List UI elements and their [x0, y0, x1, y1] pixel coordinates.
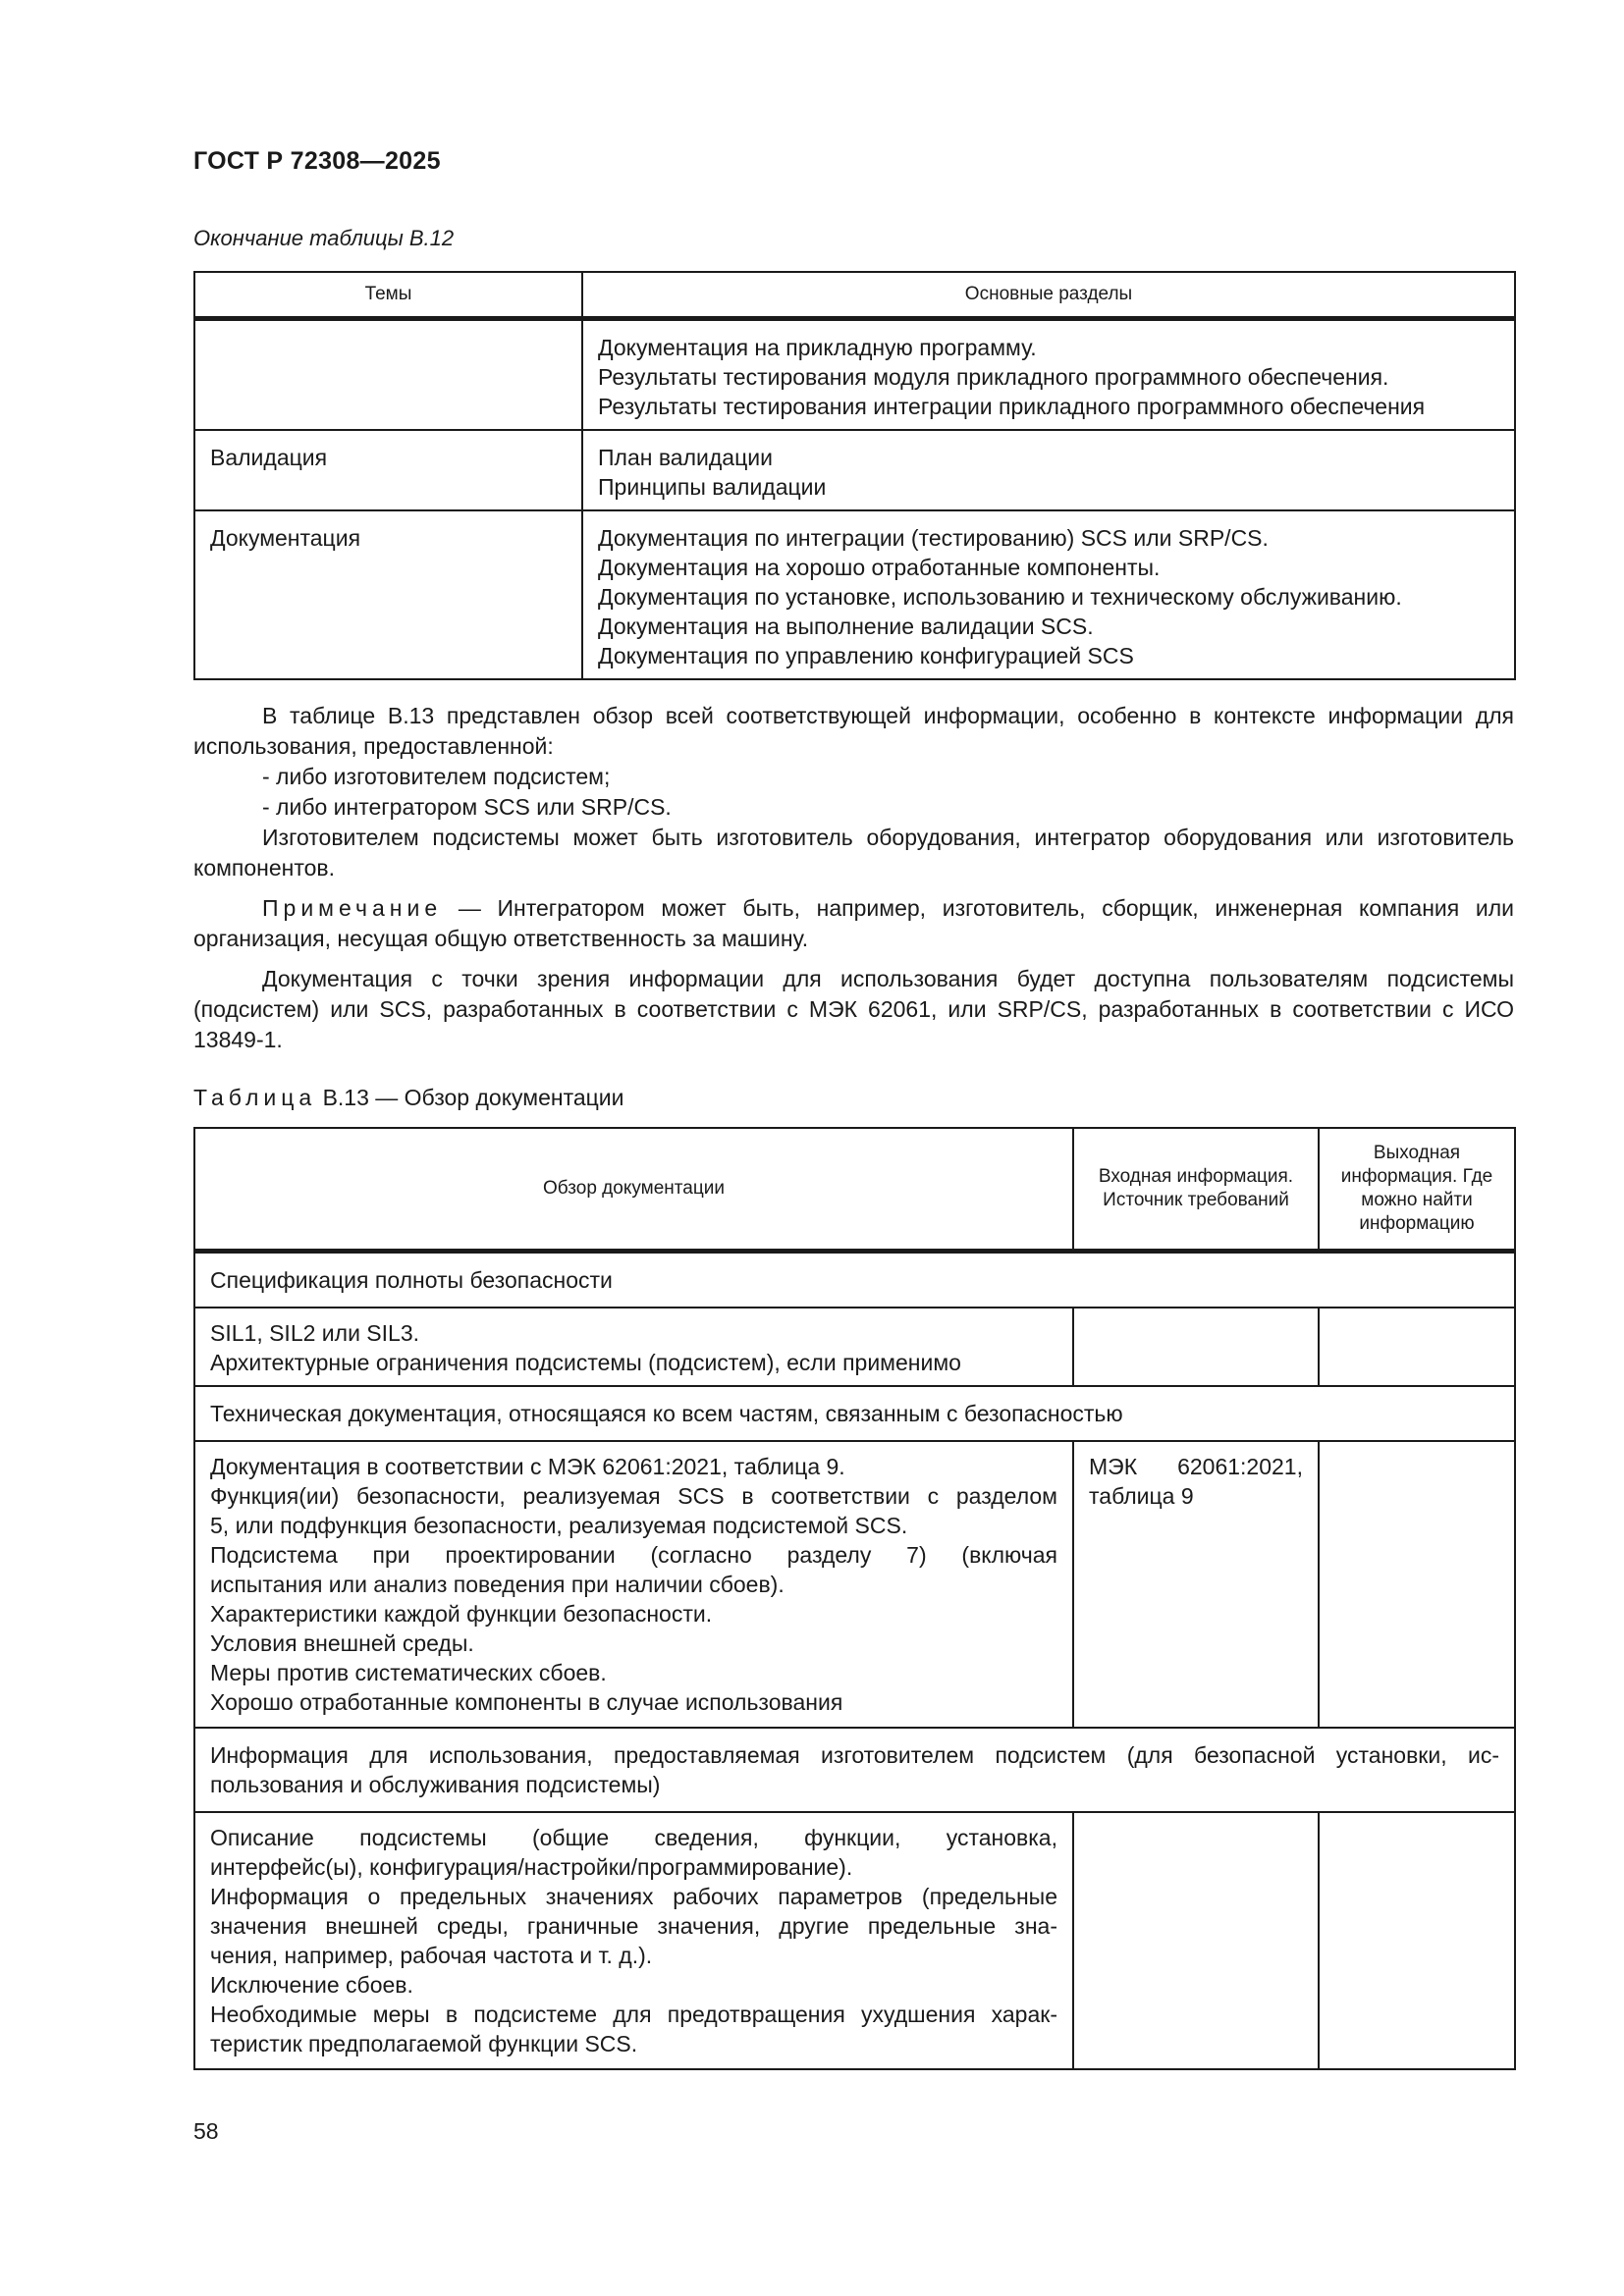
cell-line: интерфейс(ы), конфигурация/настройки/программирование). [210, 1854, 853, 1880]
table-b12 [193, 271, 1516, 680]
table-caption-label: Таблица [193, 1085, 317, 1110]
note-label: Примечание [262, 895, 443, 921]
overview-cell [194, 1308, 1073, 1386]
cell-line: теристик предполагаемой функции SCS. [210, 2031, 638, 2056]
cell-line: Документация по установке, использованию и техническому обслуживанию. [598, 584, 1402, 610]
topic-cell: Валидация [194, 430, 582, 510]
table-row [194, 319, 1515, 431]
note-paragraph [193, 893, 1514, 954]
table-b13 [193, 1127, 1516, 2070]
output-cell [1319, 1812, 1515, 2069]
cell-line: Информация для использования, предоставляемая изготовителем подсистем (для безопасной установки, ис- [210, 1742, 1499, 1768]
paragraph: В таблице В.13 представлен обзор всей соответствующей информации, особенно в контексте информации для использования, предоставленной: [193, 703, 1514, 759]
cell-line: Принципы валидации [598, 474, 827, 500]
document-header: ГОСТ Р 72308—2025 [193, 147, 441, 175]
cell-line: чения, например, рабочая частота и т. д.). [210, 1943, 653, 1968]
cell-line: План валидации [598, 445, 773, 470]
topic-cell [194, 319, 582, 431]
cell-line: Необходимые меры в подсистеме для предотвращения ухудшения харак- [210, 2002, 1057, 2027]
column-header-topics: Темы [194, 272, 582, 319]
table-caption [193, 1085, 624, 1111]
cell-line: Результаты тестирования интеграции прикладного программного обеспечения [598, 394, 1426, 419]
paragraph: Изготовителем подсистемы может быть изготовитель оборудования, интегратор оборудования или изготовитель компонентов. [193, 825, 1514, 881]
cell-line: Функция(ии) безопасности, реализуемая SCS в соответствии с разделом [210, 1483, 1057, 1509]
cell-line: МЭК 62061:2021, [1089, 1454, 1303, 1479]
overview-cell [194, 1812, 1073, 2069]
list-item: - либо изготовителем подсистем; [262, 764, 611, 789]
sections-cell [582, 510, 1515, 679]
input-cell [1073, 1441, 1319, 1728]
table-row [194, 1812, 1515, 2069]
cell-line: Документация по интеграции (тестированию) SCS или SRP/CS. [598, 525, 1269, 551]
table-row [194, 1308, 1515, 1386]
sections-cell [582, 319, 1515, 431]
column-header-input: Входная информация. Источник требований [1073, 1128, 1319, 1252]
section-cell: Спецификация полноты безопасности [194, 1252, 1515, 1308]
cell-line: Информация о предельных значениях рабочих параметров (предельные [210, 1884, 1057, 1909]
cell-line: Подсистема при проектировании (согласно разделу 7) (включая [210, 1542, 1057, 1568]
cell-line: Документация на выполнение валидации SCS. [598, 614, 1094, 639]
note-text: — Интегратором может быть, например, изготовитель, сборщик, инженерная компания или организация, несущая общую ответственность за машину. [193, 895, 1514, 951]
cell-line: Характеристики каждой функции безопасности. [210, 1601, 713, 1627]
table-row [194, 1441, 1515, 1728]
table-continuation-caption: Окончание таблицы В.12 [193, 226, 455, 250]
table-row [194, 510, 1515, 679]
section-row [194, 1252, 1515, 1308]
input-cell [1073, 1308, 1319, 1386]
cell-line: SIL1, SIL2 или SIL3. [210, 1320, 420, 1346]
table-row [194, 430, 1515, 510]
cell-line: Условия внешней среды. [210, 1630, 474, 1656]
table-caption-text: В.13 — Обзор документации [316, 1085, 624, 1110]
cell-line: испытания или анализ поведения при наличии сбоев). [210, 1572, 785, 1597]
section-row [194, 1728, 1515, 1812]
cell-line: Документация по управлению конфигурацией SCS [598, 643, 1134, 668]
paragraph: Документация с точки зрения информации для использования будет доступна пользователям подсистемы (подсистем) или SCS, разработанных в соответствии с МЭК 62061, или SRP/CS, разработанных в соответствии с ИСО 13849-1. [193, 966, 1514, 1052]
cell-line: Документация на прикладную программу. [598, 335, 1037, 360]
cell-line: значения внешней среды, граничные значения, другие предельные зна- [210, 1913, 1057, 1939]
cell-line: Документация в соответствии с МЭК 62061:2021, таблица 9. [210, 1454, 845, 1479]
list-item: - либо интегратором SCS или SRP/CS. [262, 794, 672, 820]
cell-line: пользования и обслуживания подсистемы) [210, 1772, 661, 1797]
section-row [194, 1386, 1515, 1441]
output-cell [1319, 1441, 1515, 1728]
section-cell [194, 1728, 1515, 1812]
column-header-overview: Обзор документации [194, 1128, 1073, 1252]
cell-line: Исключение сбоев. [210, 1972, 413, 1998]
topic-cell: Документация [194, 510, 582, 679]
section-cell: Техническая документация, относящаяся ко всем частям, связанным с безопасностью [194, 1386, 1515, 1441]
output-cell [1319, 1308, 1515, 1386]
sections-cell [582, 430, 1515, 510]
input-cell [1073, 1812, 1319, 2069]
column-header-output: Выходная информация. Где можно найти информацию [1319, 1128, 1515, 1252]
cell-line: таблица 9 [1089, 1483, 1194, 1509]
cell-line: Описание подсистемы (общие сведения, функции, установка, [210, 1825, 1057, 1850]
cell-line: 5, или подфункция безопасности, реализуемая подсистемой SCS. [210, 1513, 908, 1538]
cell-line: Хорошо отработанные компоненты в случае использования [210, 1689, 843, 1715]
column-header-sections: Основные разделы [582, 272, 1515, 319]
page-number: 58 [193, 2118, 219, 2144]
body-text [193, 701, 1514, 1055]
cell-line: Архитектурные ограничения подсистемы (подсистем), если применимо [210, 1350, 961, 1375]
cell-line: Меры против систематических сбоев. [210, 1660, 607, 1685]
overview-cell [194, 1441, 1073, 1728]
cell-line: Результаты тестирования модуля прикладного программного обеспечения. [598, 364, 1389, 390]
cell-line: Документация на хорошо отработанные компоненты. [598, 555, 1161, 580]
